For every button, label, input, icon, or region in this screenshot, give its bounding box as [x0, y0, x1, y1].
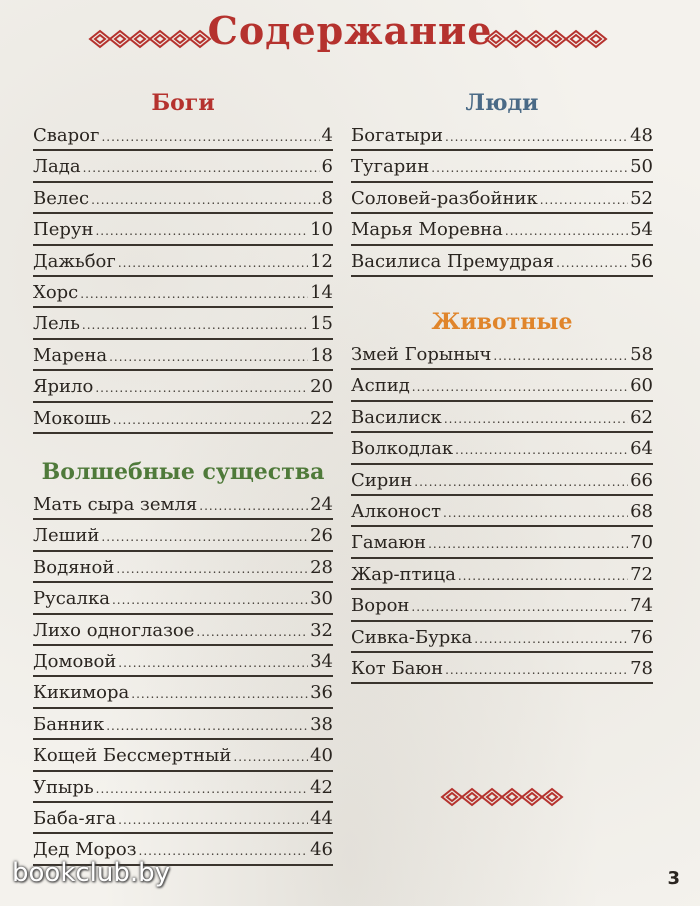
toc-entry — [351, 622, 653, 653]
entry-name: Сварог — [33, 125, 100, 146]
dot-leader — [505, 216, 628, 247]
toc-entry — [33, 277, 333, 308]
toc-entry — [33, 120, 333, 151]
entry-name: Жар-птица — [351, 563, 456, 585]
dot-leader — [95, 216, 308, 247]
toc-entry — [351, 465, 653, 496]
entry-name: Гамаюн — [351, 532, 427, 554]
toc-entry — [351, 433, 653, 464]
entry-page: 68 — [630, 500, 653, 522]
entry-name: Русалка — [33, 588, 110, 610]
entry-name: Богатыри — [351, 125, 444, 146]
entry-page: 10 — [310, 219, 333, 241]
dot-leader — [412, 372, 628, 403]
entry-page: 42 — [310, 776, 333, 798]
dot-leader — [414, 467, 628, 498]
entry-page: 58 — [630, 344, 653, 365]
dot-leader — [131, 679, 308, 710]
toc-entry — [351, 339, 653, 370]
entry-page: 18 — [310, 344, 333, 366]
toc-entry — [33, 183, 333, 214]
toc-entry — [33, 371, 333, 402]
toc-entry — [33, 583, 333, 614]
dot-leader — [458, 561, 628, 592]
entry-page: 38 — [310, 713, 333, 735]
entry-name: Кот Баюн — [351, 657, 444, 679]
dot-leader — [116, 554, 308, 585]
section-title-gods: Боги — [151, 90, 215, 116]
entry-name: Мать сыра земля — [33, 494, 198, 515]
toc-entry — [351, 653, 653, 684]
toc-entry — [33, 151, 333, 182]
entry-name: Василиск — [351, 406, 442, 428]
dot-leader — [101, 122, 319, 153]
entry-name: Перун — [33, 219, 94, 241]
people-list — [351, 120, 653, 277]
entry-page: 72 — [630, 563, 653, 585]
entry-name: Соловей-разбойник — [351, 187, 538, 209]
entry-page: 70 — [630, 532, 653, 554]
toc-entry — [351, 559, 653, 590]
animals-section — [351, 305, 653, 684]
entry-name: Кикимора — [33, 682, 130, 704]
section-title-animals: Животные — [431, 309, 573, 335]
entry-name: Водяной — [33, 556, 115, 578]
toc-entry — [351, 183, 653, 214]
dot-leader — [196, 617, 308, 648]
toc-entry — [33, 615, 333, 646]
entry-name: Ворон — [351, 595, 410, 617]
toc-entry — [351, 214, 653, 245]
entry-name: Ярило — [33, 376, 94, 398]
entry-name: Дажьбог — [33, 250, 116, 272]
dot-leader — [455, 435, 628, 466]
toc-entry — [33, 677, 333, 708]
entry-name: Тугарин — [351, 156, 430, 178]
entry-name: Дед Мороз — [33, 839, 137, 861]
entry-page: 8 — [321, 187, 333, 209]
toc-entry — [33, 214, 333, 245]
toc-entry — [33, 803, 333, 834]
section-title-people: Люди — [465, 90, 539, 116]
entry-name: Василиса Премудрая — [351, 250, 555, 272]
entry-page: 12 — [310, 250, 333, 272]
dot-leader — [118, 805, 308, 836]
entry-page: 78 — [630, 657, 653, 679]
dot-leader — [444, 404, 628, 435]
dot-leader — [118, 248, 308, 279]
dot-leader — [493, 341, 628, 372]
dot-leader — [113, 405, 308, 436]
entry-name: Лихо одноглазое — [33, 619, 195, 641]
toc-entry — [33, 772, 333, 803]
entry-name: Марья Моревна — [351, 219, 503, 241]
watermark-logo: bookclub.by — [12, 858, 171, 888]
toc-entry — [33, 520, 333, 551]
section-title-magic: Волшебные существа — [41, 459, 325, 485]
dot-leader — [109, 342, 308, 373]
magic-list — [33, 489, 333, 866]
toc-entry — [351, 370, 653, 401]
entry-name: Волкодлак — [351, 438, 454, 460]
entry-name: Упырь — [33, 776, 94, 798]
people-section — [351, 86, 653, 277]
toc-entry — [33, 709, 333, 740]
toc-entry — [351, 402, 653, 433]
entry-page: 66 — [630, 469, 653, 491]
gods-list — [33, 120, 333, 434]
entry-page: 20 — [310, 376, 333, 398]
entry-page: 40 — [310, 745, 333, 767]
toc-entry — [351, 496, 653, 527]
entry-page: 22 — [310, 407, 333, 429]
entry-page: 4 — [321, 125, 333, 146]
entry-name: Баба-яга — [33, 807, 117, 829]
entry-name: Сивка-Бурка — [351, 626, 473, 648]
entry-page: 6 — [321, 156, 333, 178]
dot-leader — [443, 498, 628, 529]
entry-name: Хорс — [33, 281, 79, 303]
toc-entry — [33, 552, 333, 583]
toc-entry — [33, 340, 333, 371]
toc-entry — [351, 120, 653, 151]
entry-page: 32 — [310, 619, 333, 641]
toc-entry — [33, 246, 333, 277]
toc-entry — [33, 403, 333, 434]
dot-leader — [82, 310, 308, 341]
entry-name: Домовой — [33, 650, 117, 672]
entry-name: Лада — [33, 156, 81, 178]
entry-page: 60 — [630, 375, 653, 397]
dot-leader — [431, 153, 628, 184]
entry-page: 62 — [630, 406, 653, 428]
entry-page: 50 — [630, 156, 653, 178]
dot-leader — [445, 122, 628, 153]
entry-name: Сирин — [351, 469, 413, 491]
gods-section — [33, 86, 333, 434]
dot-leader — [556, 248, 628, 279]
toc-entry — [33, 489, 333, 520]
entry-page: 46 — [310, 839, 333, 861]
entry-page: 28 — [310, 556, 333, 578]
dot-leader — [474, 624, 628, 655]
dot-leader — [91, 185, 319, 216]
dot-leader — [118, 648, 308, 679]
entry-page: 26 — [310, 525, 333, 547]
entry-name: Марена — [33, 344, 108, 366]
entry-page: 15 — [310, 313, 333, 335]
dot-leader — [95, 373, 308, 404]
dot-leader — [112, 585, 308, 616]
entry-name: Кощей Бессмертный — [33, 745, 232, 767]
entry-name: Аспид — [351, 375, 410, 397]
entry-page: 76 — [630, 626, 653, 648]
entry-name: Леший — [33, 525, 100, 547]
entry-page: 24 — [310, 494, 333, 515]
dot-leader — [445, 655, 628, 686]
dot-leader — [96, 774, 308, 805]
dot-leader — [428, 529, 628, 560]
entry-page: 74 — [630, 595, 653, 617]
entry-page: 52 — [630, 187, 653, 209]
dot-leader — [80, 279, 308, 310]
entry-page: 36 — [310, 682, 333, 704]
dot-leader — [83, 153, 320, 184]
toc-entry — [351, 246, 653, 277]
entry-page: 56 — [630, 250, 653, 272]
page-title: Содержание — [207, 8, 493, 53]
entry-page: 44 — [310, 807, 333, 829]
entry-page: 14 — [310, 281, 333, 303]
dot-leader — [106, 711, 308, 742]
magic-section — [33, 455, 333, 866]
entry-name: Мокошь — [33, 407, 111, 429]
entry-name: Банник — [33, 713, 105, 735]
page-number: 3 — [667, 868, 680, 889]
entry-page: 54 — [630, 219, 653, 241]
entry-page: 64 — [630, 438, 653, 460]
entry-name: Велес — [33, 187, 90, 209]
toc-entry — [351, 151, 653, 182]
entry-name: Алконост — [351, 500, 442, 522]
ornament-bottom-icon — [440, 786, 568, 808]
dot-leader — [101, 522, 308, 553]
dot-leader — [540, 185, 628, 216]
toc-entry — [33, 646, 333, 677]
toc-entry — [351, 527, 653, 558]
toc-entry — [33, 308, 333, 339]
animals-list — [351, 339, 653, 684]
entry-name: Змей Горыныч — [351, 344, 492, 365]
toc-entry — [33, 740, 333, 771]
entry-page: 34 — [310, 650, 333, 672]
dot-leader — [199, 491, 308, 522]
entry-name: Лель — [33, 313, 80, 335]
entry-page: 48 — [630, 125, 653, 146]
dot-leader — [233, 742, 308, 773]
toc-entry — [351, 590, 653, 621]
dot-leader — [411, 592, 628, 623]
entry-page: 30 — [310, 588, 333, 610]
